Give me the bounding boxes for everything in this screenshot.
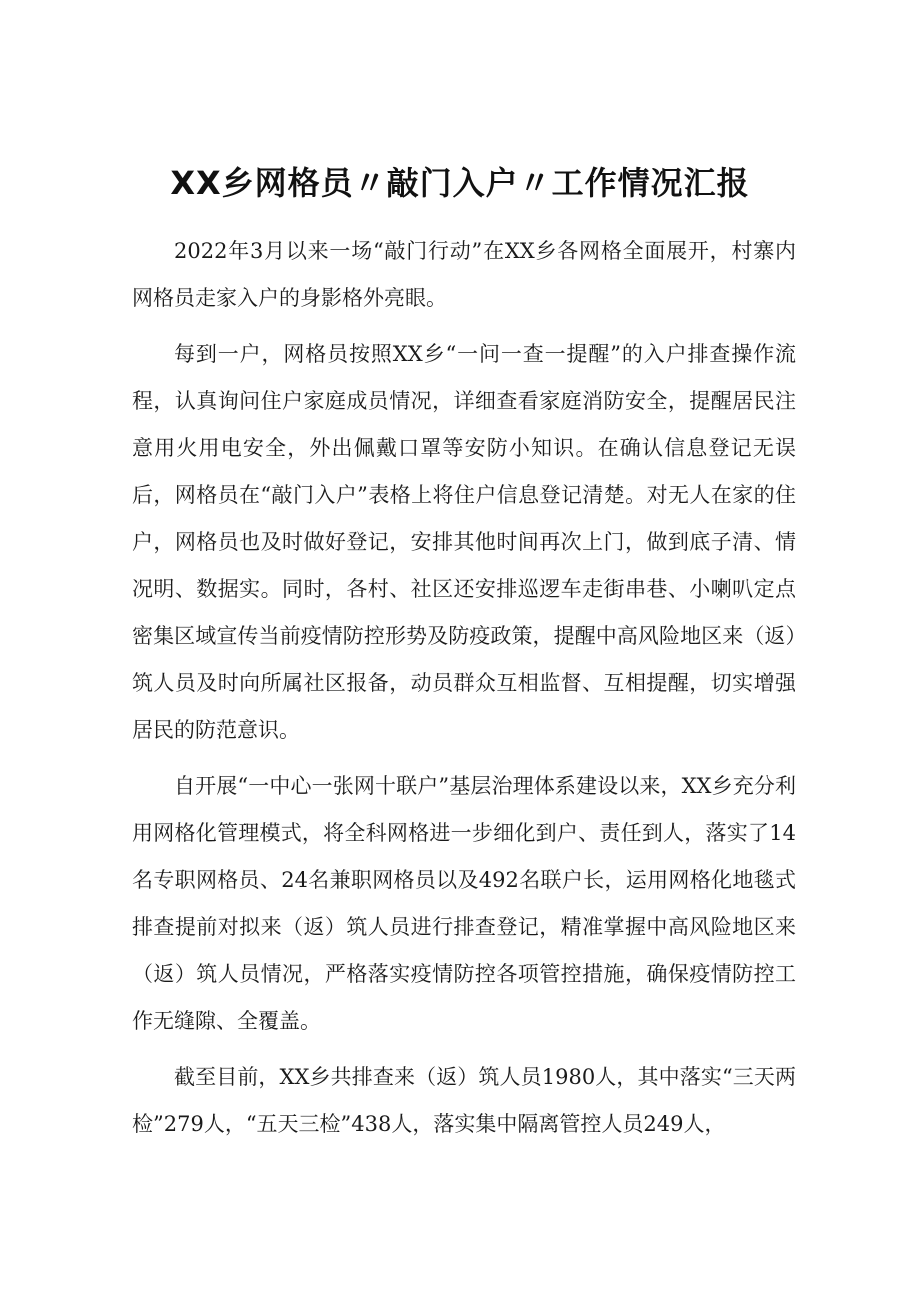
document-body xyxy=(132,228,796,1157)
paragraph-1: 2022年3月以来一场“敲门行动”在XX乡各网格全面展开，村寨内网格员走家入户的身影格外亮眼。 xyxy=(132,239,796,310)
document-title: XX乡网格员〃敲门入户〃工作情况汇报 xyxy=(170,164,750,202)
paragraph-3: 自开展“一中心一张网十联户”基层治理体系建设以来，XX乡充分利用网格化管理模式，将全科网格进一步细化到户、责任到人，落实了14名专职网格员、24名兼职网格员以及492名联户长，运用网格化地毯式排查提前对拟来（返）筑人员进行排查登记，精准掌握中高风险地区来（返）筑人员情况，严格落实疫情防控各项管控措施，确保疫情防控工作无缝隙、全覆盖。 xyxy=(132,774,796,1033)
paragraph-2: 每到一户，网格员按照XX乡“一问一查一提醒”的入户排查操作流程，认真询问住户家庭成员情况，详细查看家庭消防安全，提醒居民注意用火用电安全，外出佩戴口罩等安防小知识。在确认信息登记无误后，网格员在“敲门入户”表格上将住户信息登记清楚。对无人在家的住户，网格员也及时做好登记，安排其他时间再次上门，做到底子清、情况明、数据实。同时，各村、社区还安排巡逻车走街串巷、小喇叭定点密集区域宣传当前疫情防控形势及防疫政策，提醒中高风险地区来（返）筑人员及时向所属社区报备，动员群众互相监督、互相提醒，切实增强居民的防范意识。 xyxy=(132,342,796,742)
paragraph-4: 截至目前，XX乡共排查来（返）筑人员1980人，其中落实“三天两检”279人，“五天三检”438人，落实集中隔离管控人员249人， xyxy=(132,1065,796,1136)
